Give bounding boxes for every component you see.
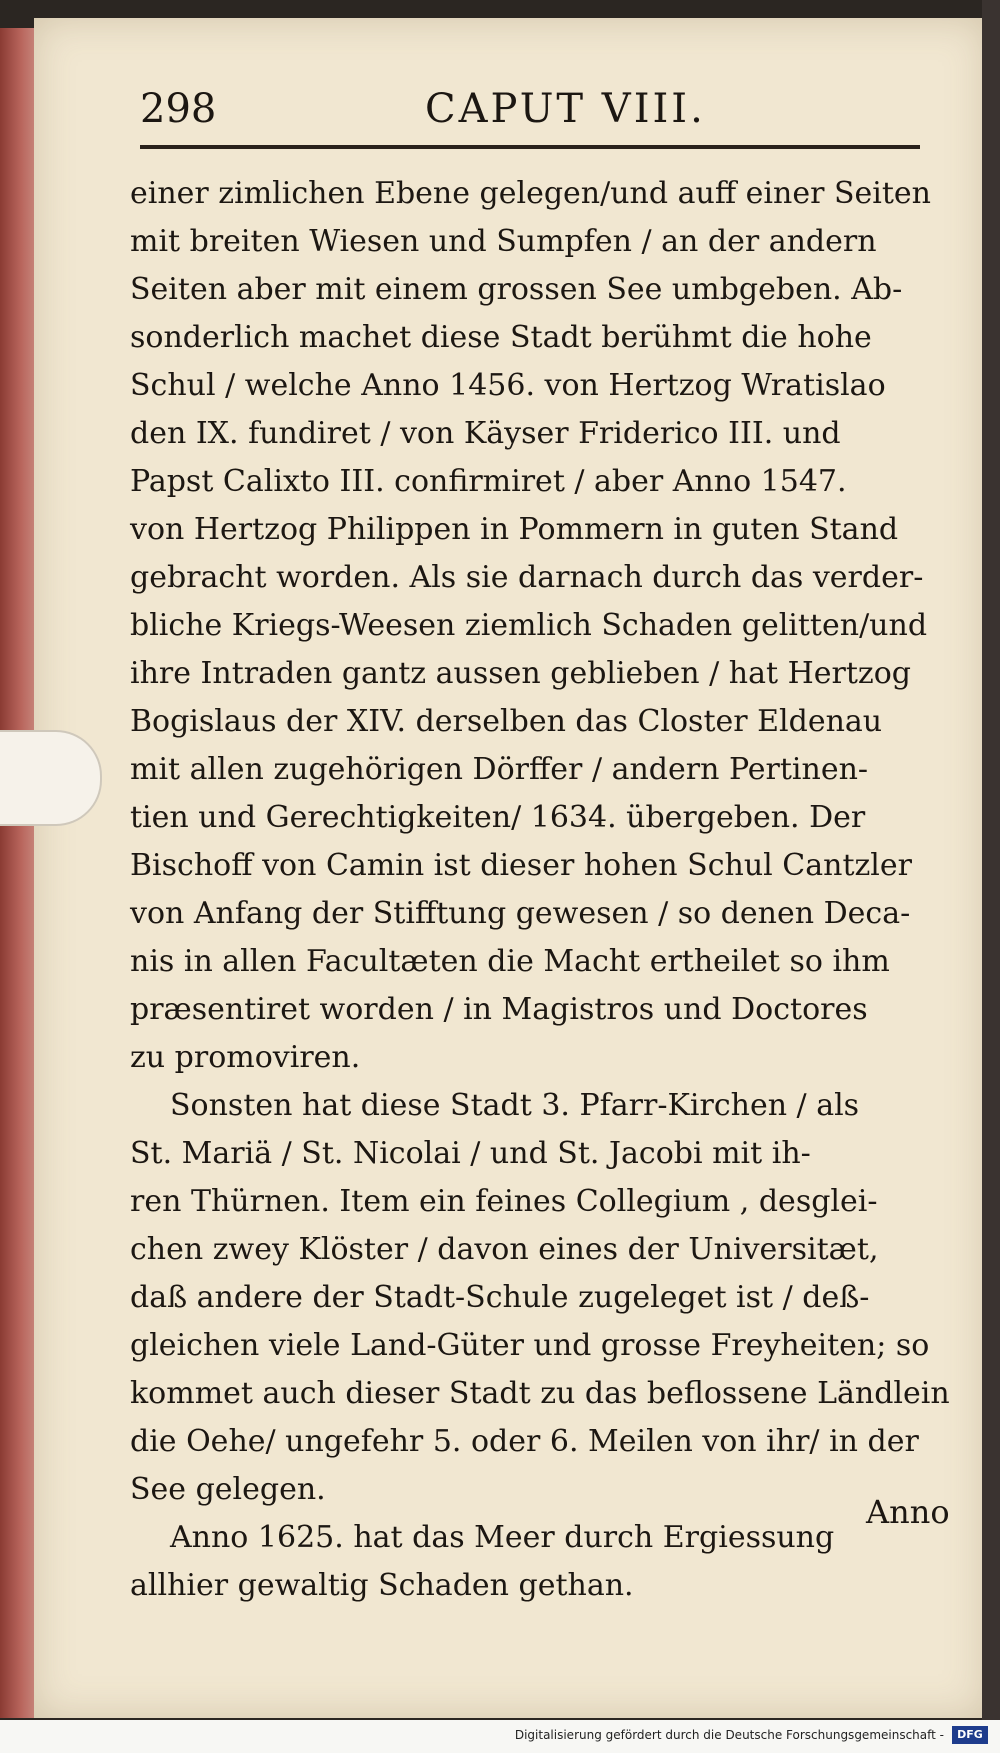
text-line: See gelegen. [130, 1472, 326, 1507]
text-line: nis in allen Facultæten die Macht ertheilet so ihm [130, 944, 890, 979]
text-line: Anno 1625. hat das Meer durch Ergiessung [170, 1520, 835, 1555]
catchword: Anno [866, 1493, 950, 1531]
text-line: von Hertzog Philippen in Pommern in guten Stand [130, 512, 899, 547]
dfg-logo: DFG [952, 1726, 988, 1744]
text-line: die Oehe/ ungefehr 5. oder 6. Meilen von ihr/ in der [130, 1424, 919, 1459]
book-edge [0, 28, 38, 1718]
text-line: von Anfang der Stifftung gewesen / so denen Deca- [130, 896, 911, 931]
text-line: ihre Intraden gantz aussen geblieben / hat Hertzog [130, 656, 911, 691]
text-line: allhier gewaltig Schaden gethan. [130, 1568, 634, 1603]
text-line: chen zwey Klöster / davon eines der Universitæt, [130, 1232, 879, 1267]
page-tab-marker [0, 730, 102, 826]
text-line: den IX. fundiret / von Käyser Friderico III. und [130, 416, 841, 451]
text-line: mit breiten Wiesen und Sumpfen / an der andern [130, 224, 877, 259]
text-line: St. Mariä / St. Nicolai / und St. Jacobi mit ih- [130, 1136, 811, 1171]
text-line: Sonsten hat diese Stadt 3. Pfarr-Kirchen / als [170, 1088, 860, 1123]
next-page-edge [982, 0, 1000, 1720]
text-line: Papst Calixto III. confirmiret / aber Anno 1547. [130, 464, 847, 499]
text-line: zu promoviren. [130, 1040, 361, 1075]
text-line: tien und Gerechtigkeiten/ 1634. übergeben. Der [130, 800, 866, 835]
header-rule [140, 145, 920, 149]
running-title: CAPUT VIII. [425, 86, 706, 132]
text-line: mit allen zugehörigen Dörffer / andern Pertinen- [130, 752, 869, 787]
page-number: 298 [140, 86, 217, 132]
body-text [130, 170, 960, 1610]
text-line: præsentiret worden / in Magistros und Doctores [130, 992, 868, 1027]
text-line: ren Thürnen. Item ein feines Collegium , desglei- [130, 1184, 878, 1219]
text-line: einer zimlichen Ebene gelegen/und auff einer Seiten [130, 176, 932, 211]
text-line: gleichen viele Land-Güter und grosse Freyheiten; so [130, 1328, 930, 1363]
digitization-footer [0, 1720, 1000, 1753]
text-line: kommet auch dieser Stadt zu das beflossene Ländlein [130, 1376, 950, 1411]
text-line: Bogislaus der XIV. derselben das Closter Eldenau [130, 704, 883, 739]
page-header [140, 86, 940, 146]
text-line: Bischoff von Camin ist dieser hohen Schul Cantzler [130, 848, 912, 883]
text-line: Seiten aber mit einem grossen See umbgeben. Ab- [130, 272, 903, 307]
footer-credit: Digitalisierung gefördert durch die Deutsche Forschungsgemeinschaft - [514, 1728, 944, 1742]
text-line: bliche Kriegs-Weesen ziemlich Schaden gelitten/und [130, 608, 928, 643]
text-line: gebracht worden. Als sie darnach durch das verder- [130, 560, 924, 595]
text-line: sonderlich machet diese Stadt berühmt die hohe [130, 320, 872, 355]
text-line: daß andere der Stadt-Schule zugeleget ist / deß- [130, 1280, 870, 1315]
text-line: Schul / welche Anno 1456. von Hertzog Wratislao [130, 368, 886, 403]
